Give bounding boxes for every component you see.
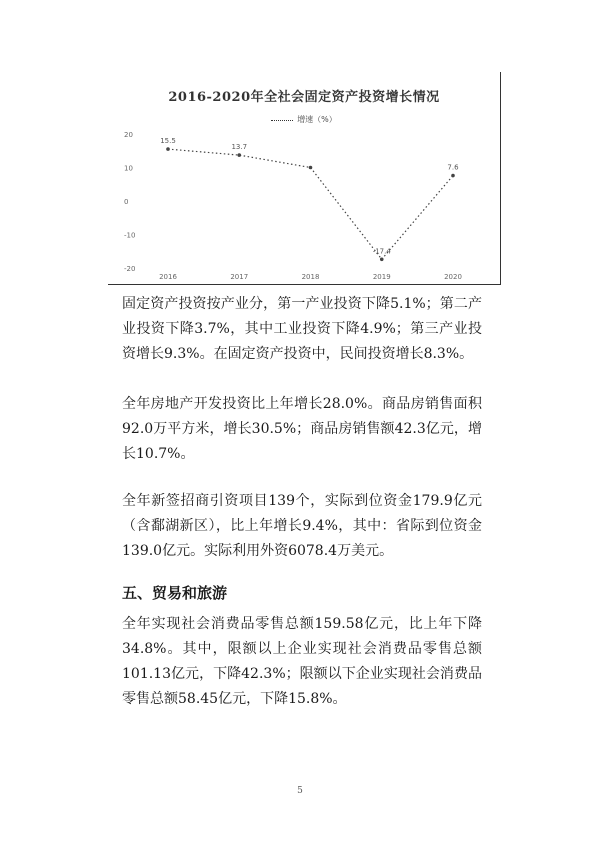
paragraph-retail-sales: 全年实现社会消费品零售总额159.58亿元，比上年下降34.8%。其中，限额以上企业实现社会消费品零售总额101.13亿元，下降42.3%；限额以下企业实现社会消费品零售总额58.45亿元，下降15.8%。 [122, 616, 482, 707]
paragraph-investment-promotion: 全年新签招商引资项目139个，实际到位资金179.9亿元（含鄱湖新区），比上年增长9.4%，其中：省际到位资金139.0亿元。实际利用外资6078.4万美元。 [122, 493, 482, 559]
y-tick-label: 10 [124, 164, 133, 173]
data-label: 15.5 [160, 137, 176, 146]
x-tick-label: 2020 [444, 273, 462, 281]
x-tick-label: 2016 [159, 273, 177, 281]
y-tick-label: -10 [124, 231, 136, 240]
x-tick-label: 2017 [230, 273, 249, 281]
data-point [166, 147, 170, 151]
data-label: 7.6 [447, 163, 459, 172]
y-tick-label: -20 [124, 265, 136, 273]
x-tick-label: 2019 [372, 273, 391, 281]
page-number: 5 [297, 786, 303, 796]
data-label: 13.7 [231, 143, 248, 152]
data-point [451, 174, 455, 178]
data-label: -17.4 [372, 247, 391, 256]
chart-plot [108, 72, 500, 284]
y-tick-label: 0 [124, 198, 129, 206]
x-tick-label: 2018 [301, 273, 320, 281]
chart-frame [108, 72, 501, 285]
section-heading: 五、贸易和旅游 [122, 584, 228, 602]
legend-label: 增速（%） [297, 115, 337, 124]
paragraph-investment-by-industry: 固定资产投资按产业分，第一产业投资下降5.1%；第二产业投资下降3.7%，其中工业投资下降4.9%；第三产业投资增长9.3%。在固定资产投资中，民间投资增长8.3%。 [122, 296, 482, 362]
data-point [380, 257, 384, 261]
chart-title: 2016-2020年全社会固定资产投资增长情况 [168, 90, 440, 105]
series-line [168, 149, 453, 259]
paragraph-real-estate: 全年房地产开发投资比上年增长28.0%。商品房销售面积92.0万平方米，增长30.5%；商品房销售额42.3亿元，增长10.7%。 [122, 396, 482, 462]
y-tick-label: 20 [124, 131, 133, 139]
data-point [237, 153, 241, 157]
data-point [309, 166, 313, 170]
